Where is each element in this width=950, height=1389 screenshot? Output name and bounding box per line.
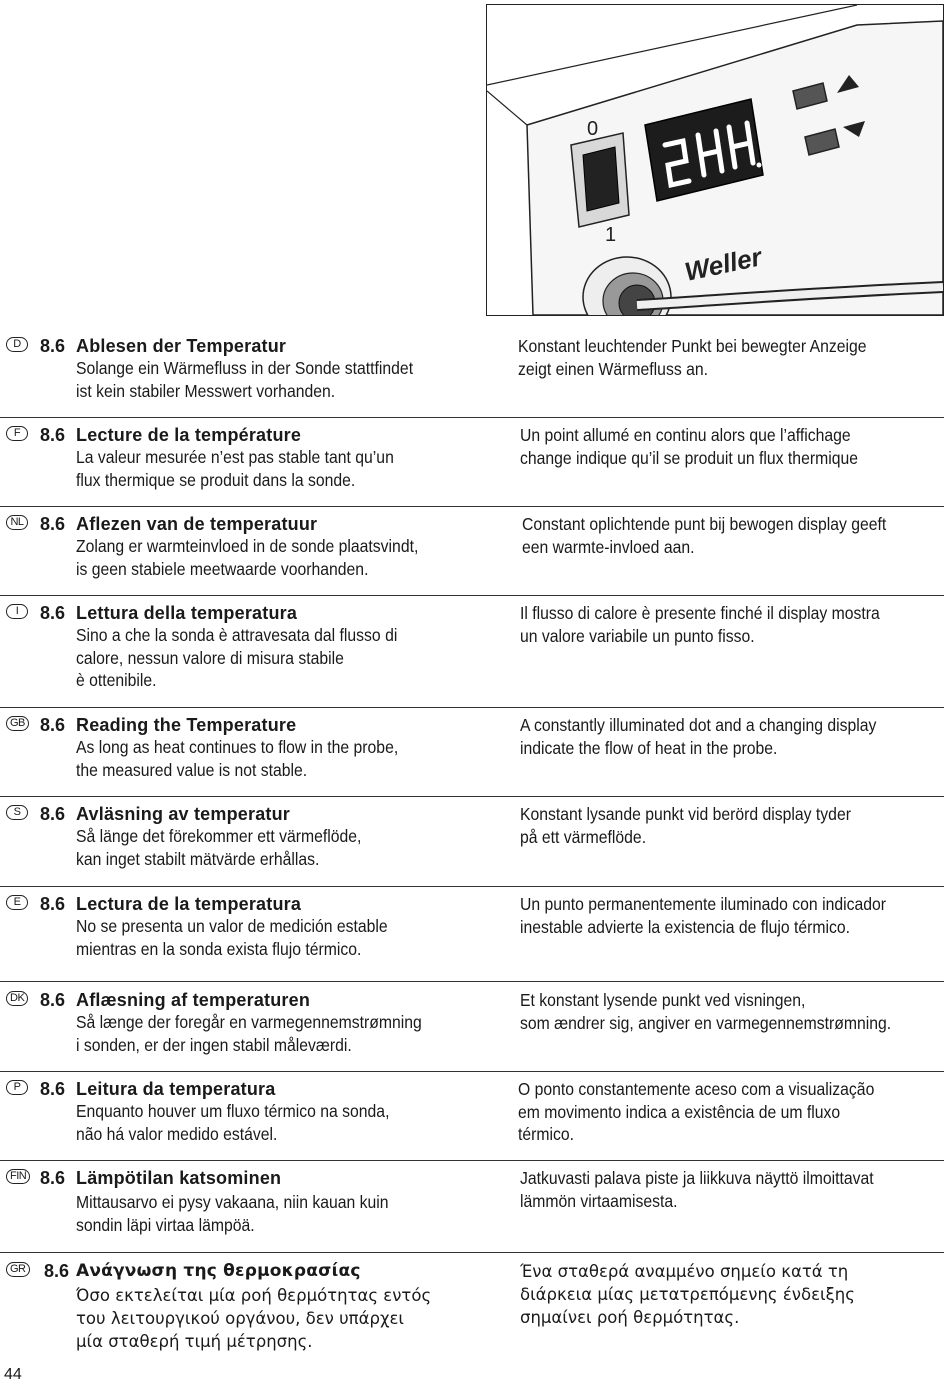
section-heading: Lectura de la temperatura	[76, 894, 302, 914]
section-note: Un punto permanentemente iluminado con indicador inestable advierte la existencia de flujo térmico.	[520, 894, 886, 937]
section-heading: Lecture de la température	[76, 425, 302, 445]
section-heading: Lettura della temperatura	[76, 603, 298, 623]
section-body: Sino a che la sonda è attravesata dal flusso di calore, nessun valore di misura stabile è ottenibile.	[76, 625, 398, 690]
language-badge: P	[6, 1080, 28, 1095]
section-number: 8.6	[40, 715, 66, 735]
language-badge: F	[6, 426, 28, 441]
section-number: 8.6	[40, 514, 66, 534]
section-body: As long as heat continues to flow in the probe, the measured value is not stable.	[76, 737, 399, 780]
section-number: 8.6	[40, 425, 66, 445]
switch-label-bottom: 1	[605, 224, 617, 246]
section-body: Mittausarvo ei pysy vakaana, niin kauan kuin sondin läpi virtaa lämpöä.	[76, 1192, 389, 1235]
section-number: 8.6	[40, 603, 66, 623]
divider	[0, 796, 944, 797]
section-note: O ponto constantemente aceso com a visualização em movimento indica a existência de um fluxo térmico.	[518, 1079, 875, 1144]
language-badge: S	[6, 805, 28, 820]
divider	[0, 1252, 944, 1253]
device-illustration	[486, 4, 944, 316]
section-number: 8.6	[40, 894, 66, 914]
divider	[0, 707, 944, 708]
switch-label-top: 0	[587, 118, 599, 140]
language-badge: DK	[6, 991, 28, 1006]
divider	[0, 981, 944, 982]
page-number: 44	[4, 1366, 22, 1383]
section-body: Så længe der foregår en varmegennemstrømning i sonden, er der ingen stabil måleværdi.	[76, 1012, 422, 1055]
language-badge: I	[6, 604, 28, 619]
divider	[0, 886, 944, 887]
language-badge: GR	[6, 1262, 30, 1277]
language-badge: GB	[6, 716, 29, 731]
section-body: No se presenta un valor de medición estable mientras en la sonda exista flujo térmico.	[76, 916, 388, 959]
divider	[0, 1071, 944, 1072]
section-heading: Lämpötilan katsominen	[76, 1168, 282, 1188]
section-number: 8.6	[44, 1261, 70, 1281]
section-note: Konstant leuchtender Punkt bei bewegter Anzeige zeigt einen Wärmefluss an.	[518, 336, 867, 379]
section-heading: Avläsning av temperatur	[76, 804, 290, 824]
section-note: Et konstant lysende punkt ved visningen, som ændrer sig, angiver en varmegennemstrømning.	[520, 990, 892, 1033]
section-heading: Aflezen van de temperatuur	[76, 514, 318, 534]
section-note: Constant oplichtende punt bij bewogen display geeft een warmte-invloed aan.	[522, 514, 887, 557]
section-note: Il flusso di calore è presente finché il display mostra un valore variabile un punto fisso.	[520, 603, 880, 646]
divider	[0, 1160, 944, 1161]
section-body: La valeur mesurée n’est pas stable tant qu’un flux thermique se produit dans la sonde.	[76, 447, 394, 490]
section-heading: Leitura da temperatura	[76, 1079, 276, 1099]
divider	[0, 595, 944, 596]
language-badge: NL	[6, 515, 28, 530]
section-body: Solange ein Wärmefluss in der Sonde stattfindet ist kein stabiler Messwert vorhanden.	[76, 358, 414, 401]
section-number: 8.6	[40, 804, 66, 824]
section-number: 8.6	[40, 336, 66, 356]
divider	[0, 417, 944, 418]
section-body: Så länge det förekommer ett värmeflöde, kan inget stabilt mätvärde erhållas.	[76, 826, 362, 869]
section-heading: Ανάγνωση της θερμοκρασίας	[76, 1261, 361, 1281]
section-heading: Ablesen der Temperatur	[76, 336, 287, 356]
section-body: Enquanto houver um fluxo térmico na sonda, não há valor medido estável.	[76, 1101, 390, 1144]
section-number: 8.6	[40, 990, 66, 1010]
language-badge: D	[6, 337, 28, 352]
brand-logo: Weller	[682, 241, 765, 287]
language-badge: E	[6, 895, 28, 910]
section-body: Όσο εκτελείται μία ροή θερμότητας εντός του λειτουργικού οργάνου, δεν υπάρχει μία σταθερή τιμή μέτρησης.	[76, 1286, 432, 1351]
power-switch	[571, 133, 629, 227]
section-note: A constantly illuminated dot and a changing display indicate the flow of heat in the probe.	[520, 715, 877, 758]
section-note: Konstant lysande punkt vid berörd display tyder på ett värmeflöde.	[520, 804, 851, 847]
section-heading: Reading the Temperature	[76, 715, 297, 735]
divider	[0, 506, 944, 507]
section-note: Jatkuvasti palava piste ja liikkuva näyttö ilmoittavat lämmön virtaamisesta.	[520, 1168, 874, 1211]
language-badge: FIN	[6, 1169, 30, 1184]
section-number: 8.6	[40, 1168, 66, 1188]
device-drawing	[487, 5, 943, 315]
section-note: Un point allumé en continu alors que l’affichage change indique qu’il se produit un flux thermique	[520, 425, 858, 468]
section-number: 8.6	[40, 1079, 66, 1099]
section-note: Ένα σταθερά αναμμένο σημείο κατά τη διάρκεια μίας μετατρεπόμενης ένδειξης σημαίνει ροή θερμότητας.	[520, 1262, 855, 1327]
section-heading: Aflæsning af temperaturen	[76, 990, 311, 1010]
section-body: Zolang er warmteinvloed in de sonde plaatsvindt, is geen stabiele meetwaarde voorhanden.	[76, 536, 419, 579]
